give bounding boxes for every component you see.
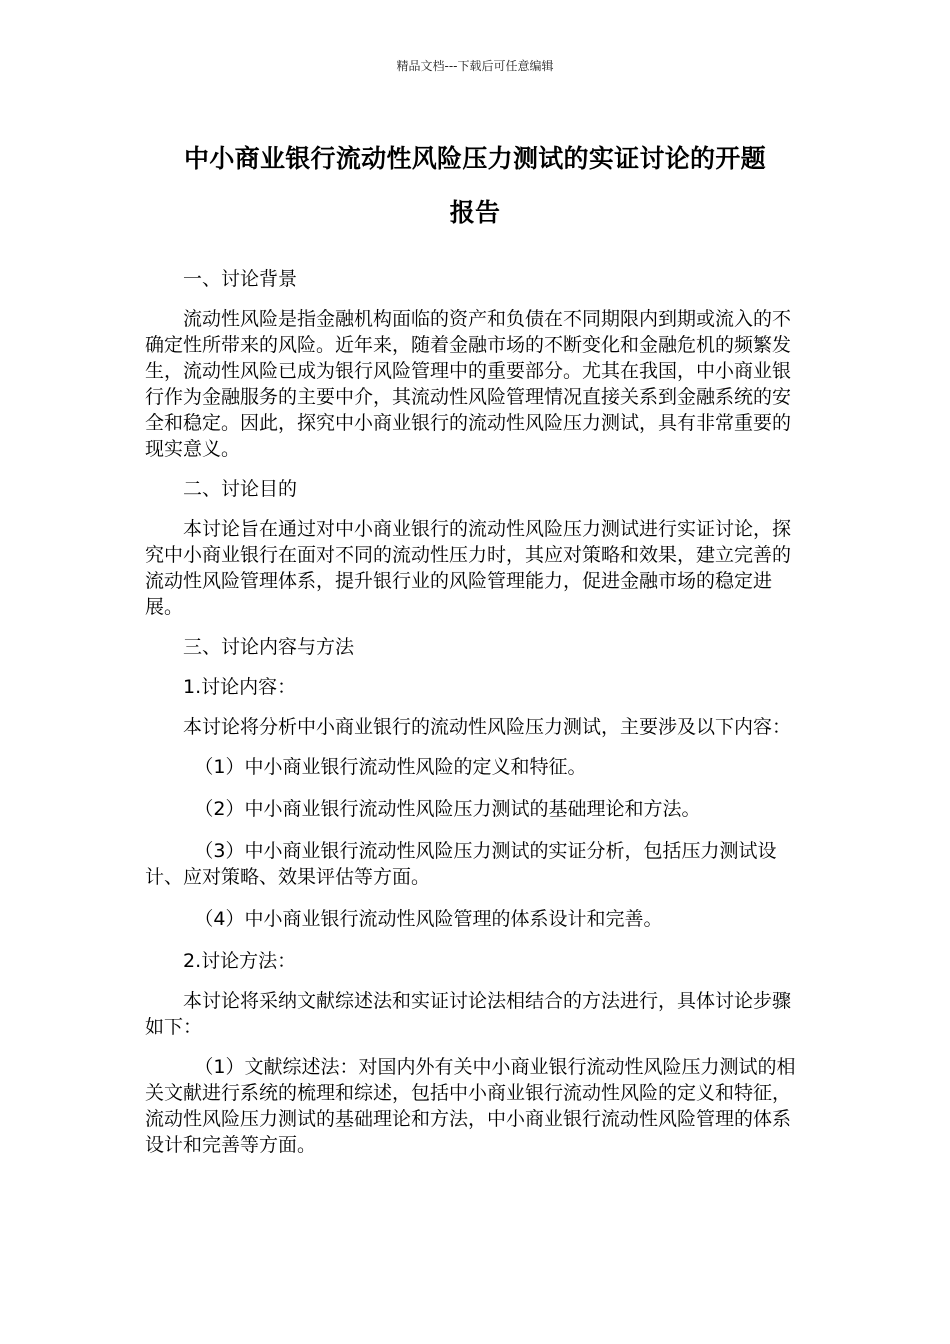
section-heading-content-method: 三、讨论内容与方法 <box>183 636 355 658</box>
list-item: （1）中小商业银行流动性风险的定义和特征。 <box>194 756 587 778</box>
list-item: （1）文献综述法：对国内外有关中小商业银行流动性风险压力测试的相关文献进行系统的梳理和综述，包括中小商业银行流动性风险的定义和特征，流动性风险压力测试的基础理论和方法，中小商业银行流动性风险管理的体系设计和完善等方面。 <box>145 1056 796 1156</box>
section-heading-purpose: 二、讨论目的 <box>183 478 298 500</box>
document-title <box>145 132 805 240</box>
section-heading-background: 一、讨论背景 <box>183 268 298 290</box>
header-note: 精品文档---下载后可任意编辑 <box>396 59 554 73</box>
title-line-1: 中小商业银行流动性风险压力测试的实证讨论的开题 <box>184 144 766 173</box>
subheading-method: 2.讨论方法： <box>183 950 297 972</box>
title-line-2: 报告 <box>449 198 501 227</box>
subheading-content: 1.讨论内容： <box>183 676 297 698</box>
list-item: （3）中小商业银行流动性风险压力测试的实证分析，包括压力测试设计、应对策略、效果评估等方面。 <box>145 840 777 888</box>
list-item: （4）中小商业银行流动性风险管理的体系设计和完善。 <box>194 908 663 930</box>
paragraph-purpose: 本讨论旨在通过对中小商业银行的流动性风险压力测试进行实证讨论，探究中小商业银行在面对不同的流动性压力时，其应对策略和效果，建立完善的流动性风险管理体系，提升银行业的风险管理能力，促进金融市场的稳定进展。 <box>145 518 792 618</box>
paragraph-content-intro: 本讨论将分析中小商业银行的流动性风险压力测试，主要涉及以下内容： <box>183 716 792 738</box>
paragraph-background: 流动性风险是指金融机构面临的资产和负债在不同期限内到期或流入的不确定性所带来的风险。近年来，随着金融市场的不断变化和金融危机的频繁发生，流动性风险已成为银行风险管理中的重要部分。尤其在我国，中小商业银行作为金融服务的主要中介，其流动性风险管理情况直接关系到金融系统的安全和稳定。因此，探究中小商业银行的流动性风险压力测试，具有非常重要的现实意义。 <box>145 308 792 460</box>
paragraph-method-intro: 本讨论将采纳文献综述法和实证讨论法相结合的方法进行，具体讨论步骤如下： <box>145 990 792 1038</box>
document-body <box>145 266 805 1172</box>
list-item: （2）中小商业银行流动性风险压力测试的基础理论和方法。 <box>194 798 701 820</box>
